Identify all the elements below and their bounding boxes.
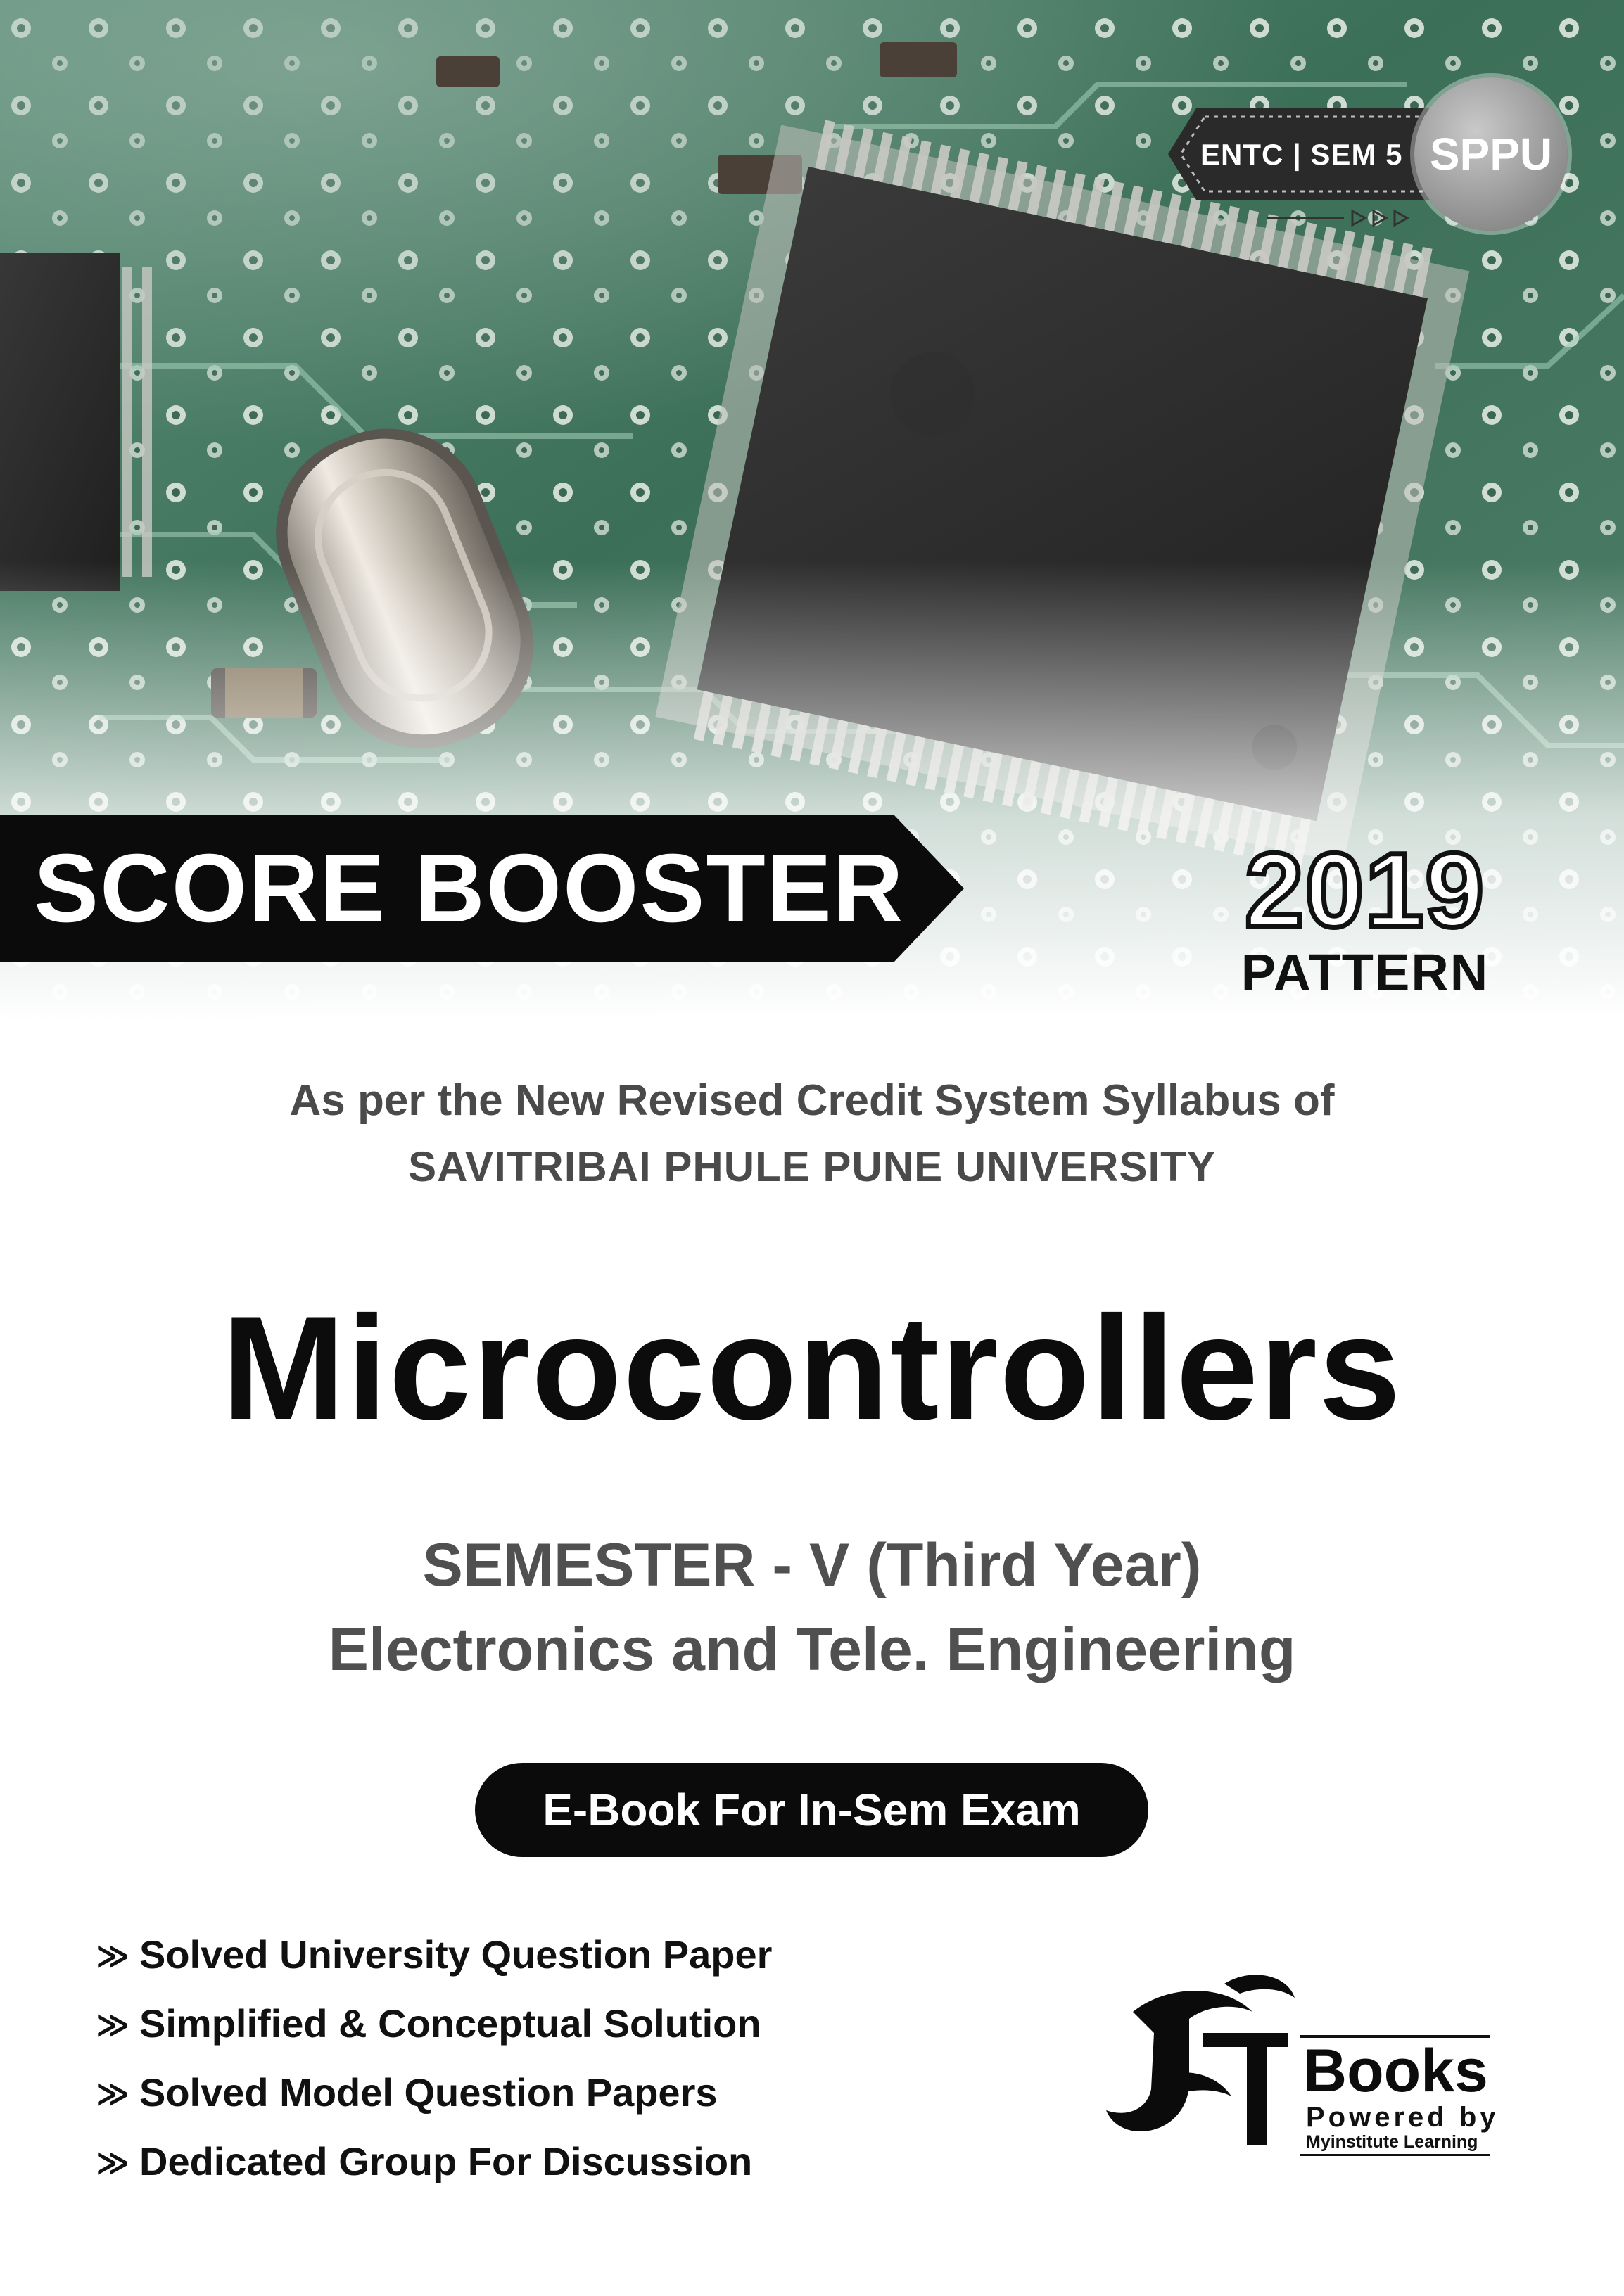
semester-line: SEMESTER - V (Third Year) bbox=[422, 1531, 1202, 1599]
double-chevron-icon: ≫ bbox=[96, 2075, 130, 2112]
badge-circle-text: SPPU bbox=[1429, 129, 1553, 179]
double-chevron-icon: ≫ bbox=[96, 2006, 130, 2043]
syllabus-line-1: As per the New Revised Credit System Syllabus of bbox=[289, 1076, 1335, 1125]
list-item bbox=[96, 1989, 772, 2058]
syllabus-line-2: SAVITRIBAI PHULE PUNE UNIVERSITY bbox=[408, 1143, 1216, 1190]
feature-text: Solved Model Question Papers bbox=[139, 2070, 718, 2115]
feature-text: Dedicated Group For Discussion bbox=[139, 2139, 753, 2183]
feature-text: Solved University Question Paper bbox=[139, 1932, 773, 1977]
publisher-institute: Myinstitute Learning bbox=[1306, 2132, 1478, 2152]
pattern-label: PATTERN bbox=[1241, 943, 1490, 1002]
double-chevron-icon: ≫ bbox=[96, 2144, 130, 2181]
badge-tag-text: ENTC | SEM 5 bbox=[1200, 138, 1403, 171]
logo-divider bbox=[1300, 2154, 1490, 2156]
triangle-arrows-icon bbox=[1267, 204, 1421, 232]
branch-line: Electronics and Tele. Engineering bbox=[328, 1616, 1296, 1683]
publisher-powered-by: Powered by bbox=[1306, 2102, 1499, 2133]
pattern-year: 2019 bbox=[1245, 831, 1485, 949]
feature-text: Simplified & Conceptual Solution bbox=[139, 2001, 761, 2046]
score-booster-text: SCORE BOOSTER bbox=[34, 834, 905, 943]
features-list bbox=[96, 1920, 772, 2196]
list-item bbox=[96, 2127, 772, 2196]
double-chevron-icon: ≫ bbox=[96, 1937, 130, 1974]
publisher-name: Books bbox=[1303, 2037, 1488, 2105]
list-item bbox=[96, 2058, 772, 2127]
badge-circle bbox=[1414, 77, 1568, 231]
book-title: Microcontrollers bbox=[222, 1285, 1402, 1450]
ebook-label-pill: E-Book For In-Sem Exam bbox=[475, 1763, 1148, 1857]
list-item bbox=[96, 1920, 772, 1989]
